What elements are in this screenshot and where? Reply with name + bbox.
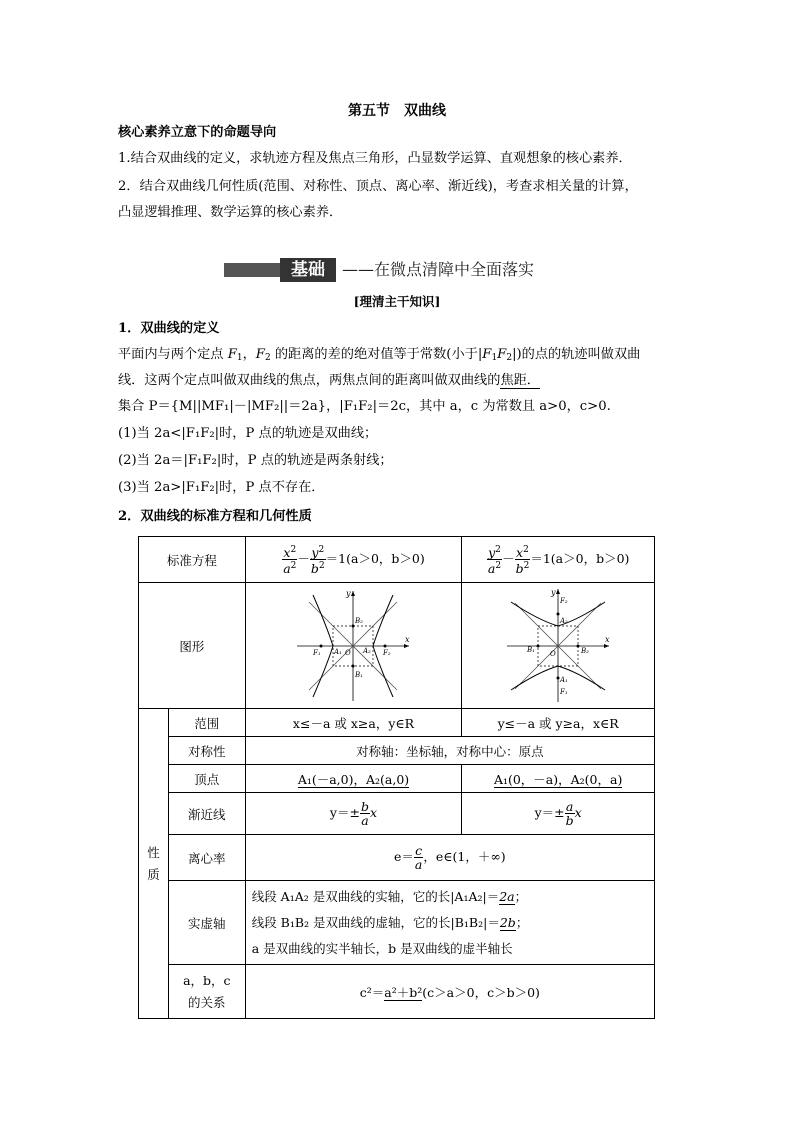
svg-text:B₁: B₁ <box>355 670 364 679</box>
section-banner <box>224 258 584 282</box>
row-axes <box>139 881 655 965</box>
row-eccentricity <box>139 835 655 881</box>
row-graph <box>139 583 655 709</box>
text: A₁(－a,0)，A₂(a,0) <box>297 771 410 787</box>
label-axes: 实虚轴 <box>168 881 245 965</box>
eccentricity-value: e＝ $\frac{c}{a}$ ，e∈(1，＋∞) <box>245 835 654 881</box>
svg-text:O: O <box>550 649 556 658</box>
relation-value <box>245 965 654 1019</box>
text: 2b <box>499 914 516 930</box>
label-symmetry: 对称性 <box>168 737 245 765</box>
s1-line2 <box>118 372 540 390</box>
axes-value <box>245 881 654 965</box>
svg-text:x: x <box>605 634 610 644</box>
s1-heading: 1．双曲线的定义 <box>118 321 220 336</box>
label-standard-eq: 标准方程 <box>139 537 246 583</box>
svg-text:B₂: B₂ <box>581 646 590 655</box>
axes-line-3: a 是双曲线的实半轴长，b 是双曲线的虚半轴长 <box>251 940 513 956</box>
underlined-term: 焦距． <box>500 373 540 388</box>
row-standard-equation <box>139 537 655 583</box>
svg-text:x: x <box>405 634 410 644</box>
axes-line-2: 线段 B₁B₂ 是双曲线的虚轴，它的长|B₁B₂|＝2b； <box>251 914 529 930</box>
guide-item-1: 1.结合双曲线的定义，求轨迹方程及焦点三角形，凸显数学运算、直观想象的核心素养． <box>118 151 632 166</box>
row-relation <box>139 965 655 1019</box>
banner-bar <box>224 263 280 277</box>
eq-tail: ＝1(a＞0，b＞0) <box>325 551 425 566</box>
text: A₁(0，－a)，A₂(0，a) <box>493 771 623 787</box>
eq-vertical: $\frac{y^2}{a^2}$ － $\frac{x^2}{b^2}$ ＝1(a＞0，b＞0) <box>462 537 655 583</box>
svg-text:A₂: A₂ <box>560 616 569 625</box>
s1-case3: (3)当 2a>|F₁F₂|时，P 点不存在． <box>118 480 325 495</box>
label-graph: 图形 <box>139 583 246 709</box>
svg-text:F₂: F₂ <box>383 648 392 657</box>
label-eccentricity: 离心率 <box>168 835 245 881</box>
text: (c＞a＞0，c＞b＞0) <box>422 984 540 1000</box>
asymptote-horizontal: y＝± $\frac{b}{a}$ x <box>245 793 462 835</box>
svg-text:A₂: A₂ <box>363 646 372 655</box>
text: 线段 B₁B₂ 是双曲线的虚轴，它的长|B₁B₂|＝ <box>251 914 500 930</box>
section-label: [理清主干知识] <box>353 294 441 309</box>
s1-case2: (2)当 2a＝|F₁F₂|时，P 点的轨迹是两条射线； <box>118 453 393 468</box>
vertex-vertical <box>462 765 655 793</box>
text: c²＝ <box>359 984 385 1000</box>
graph-horizontal <box>245 583 462 709</box>
guide-item-2: 2．结合双曲线几何性质(范围、对称性、顶点、离心率、渐近线)，考查求相关量的计算， <box>118 179 638 194</box>
row-range <box>139 709 655 737</box>
asymptote-vertical: y＝± $\frac{a}{b}$ x <box>462 793 655 835</box>
s2-heading: 2．双曲线的标准方程和几何性质 <box>118 509 312 524</box>
range-vertical: y≤－a 或 y≥a，x∈R <box>462 709 655 737</box>
banner-subtitle: ——在微点清障中全面落实 <box>342 260 535 279</box>
vertex-horizontal <box>245 765 462 793</box>
text: 线．这两个定点叫做双曲线的焦点，两焦点间的距离叫做双曲线的 <box>118 373 501 388</box>
guide-item-3: 凸显逻辑推理、数学运算的核心素养． <box>118 205 343 220</box>
row-vertex <box>139 765 655 793</box>
hyperbola-horizontal-graph <box>293 587 413 705</box>
s1-set: 集合 P＝{M||MF₁|－|MF₂||＝2a}，|F₁F₂|＝2c，其中 a，c 为常数且 a>0，c>0. <box>118 399 611 414</box>
s1-case1: (1)当 2a<|F₁F₂|时，P 点的轨迹是双曲线； <box>118 426 378 441</box>
eq-tail: ＝1(a＞0，b＞0) <box>530 551 630 566</box>
text: 性 <box>147 844 160 860</box>
guide-heading: 核心素养立意下的命题导向 <box>118 125 277 140</box>
symmetry-value: 对称轴：坐标轴，对称中心：原点 <box>245 737 654 765</box>
svg-text:y: y <box>346 588 352 598</box>
text: y＝± <box>534 805 565 820</box>
text: ，e∈(1，＋∞) <box>423 849 506 864</box>
axes-line-1: 线段 A₁A₂ 是双曲线的实轴，它的长|A₁A₂|＝2a； <box>251 888 528 904</box>
text: 2a <box>499 888 515 904</box>
range-horizontal: x≤－a 或 x≥a，y∈R <box>245 709 462 737</box>
svg-text:B₁: B₁ <box>527 645 536 654</box>
hyperbola-vertical-graph <box>503 586 613 706</box>
page-title: 第五节 双曲线 <box>348 103 446 119</box>
svg-text:O: O <box>345 648 352 657</box>
svg-text:F₁: F₁ <box>560 687 568 696</box>
row-asymptote <box>139 793 655 835</box>
s1-line1: 平面内与两个定点 $F_1$，$F_2$ 的距离的差的绝对值等于常数(小于$|F_1F_2|$)的点的轨迹叫做双曲 <box>118 347 641 363</box>
svg-text:A₁: A₁ <box>560 675 569 684</box>
label-relation <box>168 965 245 1019</box>
text: e＝ <box>394 849 414 864</box>
text: 的距离的差的绝对值等于常数(小于| <box>274 347 483 362</box>
text: 的关系 <box>188 994 226 1010</box>
text: y＝± <box>329 805 360 820</box>
svg-text:F₂: F₂ <box>560 596 568 605</box>
label-properties <box>139 709 169 1019</box>
eq-horizontal: $\frac{x^2}{a^2}$ － $\frac{y^2}{b^2}$ ＝1(a＞0，b＞0) <box>245 537 462 583</box>
graph-vertical <box>462 583 655 709</box>
text: |)的点的轨迹叫做双曲 <box>512 347 641 362</box>
banner-box: 基础 <box>280 258 336 282</box>
hyperbola-table <box>138 536 655 1019</box>
text: a，b，c <box>183 972 231 988</box>
text: 质 <box>147 866 160 882</box>
label-vertex: 顶点 <box>168 765 245 793</box>
label-asymptote: 渐近线 <box>168 793 245 835</box>
svg-text:y: y <box>551 587 556 597</box>
text: 线段 A₁A₂ 是双曲线的实轴，它的长|A₁A₂|＝ <box>251 888 500 904</box>
svg-text:A₁: A₁ <box>334 647 343 656</box>
text: 平面内与两个定点 <box>118 347 224 362</box>
text: a²＋b² <box>384 984 423 1000</box>
svg-text:F₁: F₁ <box>313 648 322 657</box>
label-range: 范围 <box>168 709 245 737</box>
row-symmetry <box>139 737 655 765</box>
svg-text:B₂: B₂ <box>355 616 364 625</box>
